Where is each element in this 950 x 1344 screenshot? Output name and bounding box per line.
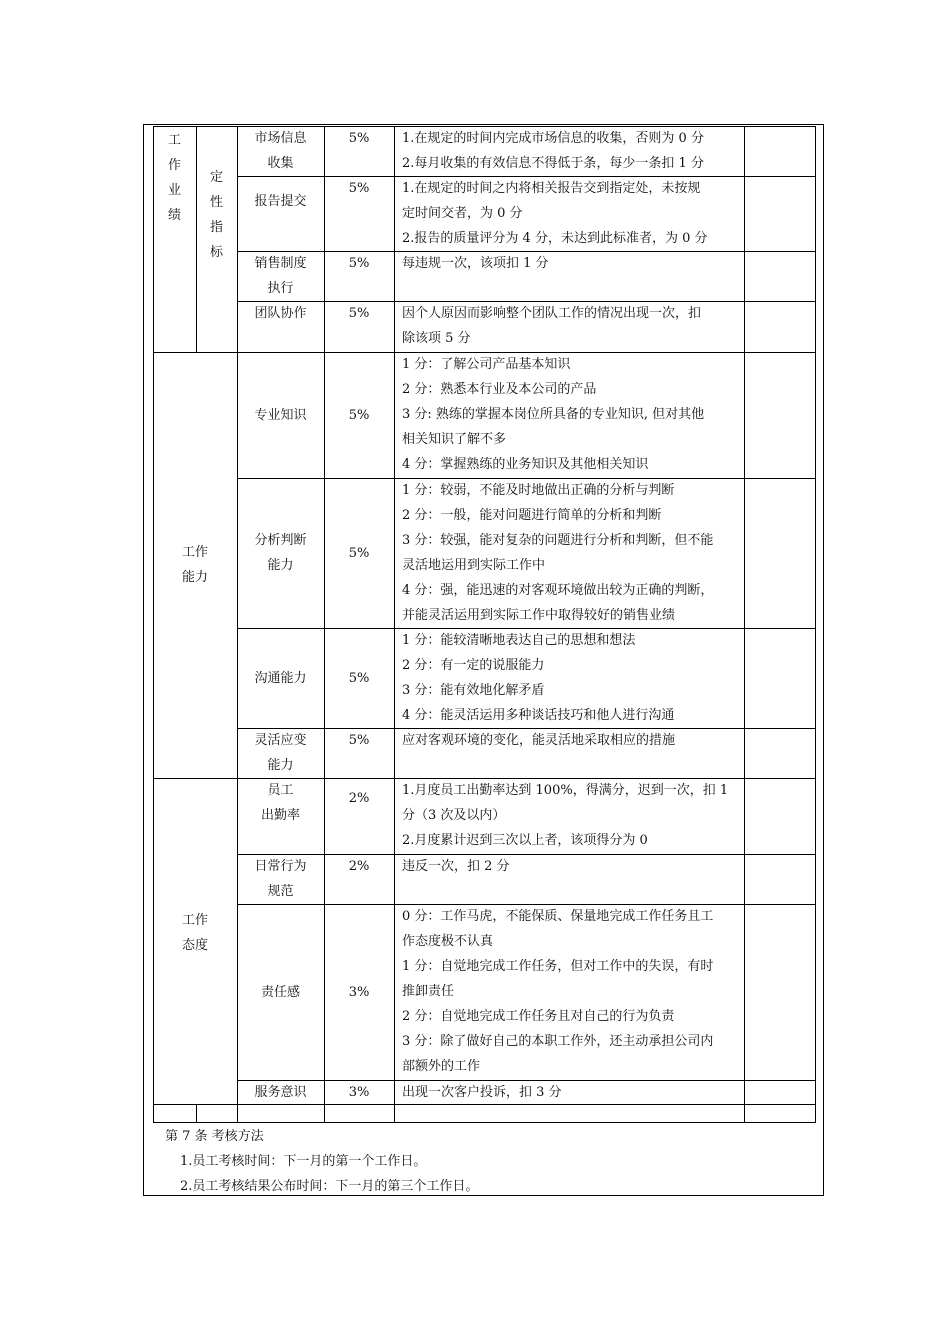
criterion-name — [237, 251, 324, 301]
description-line: 1 分：较弱，不能及时地做出正确的分析与判断 — [402, 483, 675, 498]
table-vline — [394, 126, 395, 1123]
criterion-name — [237, 628, 324, 728]
criterion-weight: 2% — [348, 791, 370, 806]
criterion-weight: 5% — [348, 256, 370, 271]
description-line: 2 分：一般，能对问题进行简单的分析和判断 — [402, 508, 662, 523]
criterion-weight: 5% — [348, 131, 370, 146]
description-line: 灵活地运用到实际工作中 — [402, 558, 546, 573]
table-vline — [815, 126, 816, 1123]
description-line: 因个人原因而影响整个团队工作的情况出现一次，扣 — [402, 306, 702, 321]
description-line: 1.在规定的时间之内将相关报告交到指定处，未按规 — [402, 181, 701, 196]
criterion-name-line: 沟通能力 — [254, 670, 307, 686]
group-label-attitude-line: 工作 — [181, 913, 208, 928]
criterion-weight: 5% — [348, 407, 370, 423]
description-line: 定时间交者，为 0 分 — [402, 206, 523, 221]
description-line: 2.每月收集的有效信息不得低于条，每少一条扣 1 分 — [402, 156, 704, 171]
group-label-performance-line: 业 — [167, 183, 181, 198]
description-line: 2 分：自觉地完成工作任务且对自己的行为负责 — [402, 1009, 675, 1024]
description-line: 相关知识了解不多 — [402, 432, 507, 447]
criterion-weight: 2% — [348, 859, 370, 874]
criterion-name — [237, 176, 324, 251]
description-line: 3 分：除了做好自己的本职工作外，还主动承担公司内 — [402, 1034, 714, 1049]
description-line: 2.报告的质量评分为 4 分，未达到此标准者，为 0 分 — [402, 231, 708, 246]
criterion-name — [237, 778, 324, 854]
group-label-attitude-line: 态度 — [181, 938, 208, 953]
description-line: 分（3 次及以内） — [402, 808, 506, 823]
criterion-description — [402, 628, 742, 728]
description-line: 3 分：能有效地化解矛盾 — [402, 683, 545, 698]
group-label-performance-line: 作 — [167, 158, 181, 173]
criterion-name — [237, 904, 324, 1080]
criterion-name-line: 出勤率 — [260, 808, 300, 823]
description-line: 推卸责任 — [402, 984, 455, 999]
criterion-name-line: 日常行为 — [254, 859, 307, 874]
criterion-description — [402, 854, 742, 879]
description-line: 作态度极不认真 — [402, 934, 494, 949]
group-label-ability — [153, 352, 237, 778]
criterion-name-line: 销售制度 — [254, 256, 307, 271]
criterion-name-line: 员工 — [267, 783, 294, 798]
criterion-name — [237, 126, 324, 176]
group-sublabel-qualitative-line: 性 — [209, 195, 223, 210]
group-label-ability-line: 工作 — [181, 545, 208, 560]
criterion-description — [402, 478, 742, 628]
description-line: 部额外的工作 — [402, 1059, 481, 1074]
criterion-name-line: 能力 — [267, 558, 294, 573]
criterion-name-line: 责任感 — [260, 984, 300, 1000]
group-label-ability-line: 能力 — [181, 570, 208, 585]
description-line: 4 分：能灵活运用多种谈话技巧和他人进行沟通 — [402, 708, 675, 723]
criterion-name — [237, 478, 324, 628]
description-line: 0 分：工作马虎，不能保质、保量地完成工作任务且工 — [402, 909, 714, 924]
criterion-weight: 3% — [348, 984, 370, 1000]
criterion-description — [402, 301, 742, 351]
description-line: 每违规一次，该项扣 1 分 — [402, 256, 549, 271]
criterion-description — [402, 904, 742, 1079]
criterion-name-line: 规范 — [267, 884, 294, 899]
assessment-table — [153, 126, 815, 1122]
criterion-weight: 3% — [348, 1084, 370, 1100]
group-label-attitude — [153, 778, 237, 1088]
group-label-performance-line: 工 — [167, 133, 181, 148]
table-vline — [196, 1104, 197, 1122]
group-sublabel-qualitative-line: 标 — [209, 245, 223, 260]
description-line: 出现一次客户投诉，扣 3 分 — [402, 1085, 562, 1100]
group-label-performance-line: 绩 — [167, 208, 181, 223]
footer-paragraph: 2.员工考核结果公布时间：下一月的第三个工作日。 — [180, 1179, 479, 1194]
criterion-name — [237, 854, 324, 904]
criterion-name-line: 专业知识 — [254, 407, 307, 423]
description-line: 1 分：了解公司产品基本知识 — [402, 357, 571, 372]
description-line: 4 分：强，能迅速的对客观环境做出较为正确的判断， — [402, 583, 714, 598]
description-line: 应对客观环境的变化，能灵活地采取相应的措施 — [402, 733, 676, 748]
section-heading: 第 7 条 考核方法 — [165, 1129, 264, 1144]
group-label-performance — [153, 128, 196, 228]
criterion-description — [402, 126, 742, 176]
criterion-name — [237, 728, 324, 778]
criterion-name — [237, 352, 324, 478]
criterion-name-line: 团队协作 — [254, 306, 307, 321]
criterion-name-line: 服务意识 — [254, 1084, 307, 1100]
description-line: 除该项 5 分 — [402, 331, 471, 346]
criterion-name-line: 报告提交 — [254, 194, 307, 209]
description-line: 2.月度累计迟到三次以上者，该项得分为 0 — [402, 833, 648, 848]
description-line: 3 分: 熟练的掌握本岗位所具备的专业知识, 但对其他 — [402, 407, 705, 422]
description-line: 1 分：自觉地完成工作任务，但对工作中的失误，有时 — [402, 959, 714, 974]
criterion-name — [237, 1080, 324, 1104]
description-line: 并能灵活运用到实际工作中取得较好的销售业绩 — [402, 608, 676, 623]
description-line: 1 分：能较清晰地表达自己的思想和想法 — [402, 633, 636, 648]
criterion-weight: 5% — [348, 733, 370, 748]
description-line: 1.月度员工出勤率达到 100%，得满分，迟到一次，扣 1 — [402, 783, 729, 798]
description-line: 2 分：有一定的说服能力 — [402, 658, 545, 673]
group-sublabel-qualitative-line: 指 — [209, 220, 223, 235]
criterion-name — [237, 301, 324, 352]
footer-paragraph: 1.员工考核时间：下一月的第一个工作日。 — [180, 1154, 427, 1169]
criterion-name-line: 执行 — [267, 281, 294, 296]
table-hline — [153, 1122, 815, 1123]
description-line: 1.在规定的时间内完成市场信息的收集，否则为 0 分 — [402, 131, 704, 146]
criterion-description — [402, 1080, 742, 1105]
criterion-name-line: 灵活应变 — [254, 733, 307, 748]
criterion-weight: 5% — [348, 306, 370, 321]
description-line: 2 分：熟悉本行业及本公司的产品 — [402, 382, 597, 397]
criterion-weight: 5% — [348, 181, 370, 196]
criterion-name-line: 分析判断 — [254, 533, 307, 548]
criterion-description — [402, 728, 742, 753]
criterion-name-line: 市场信息 — [254, 131, 307, 146]
description-line: 4 分：掌握熟练的业务知识及其他相关知识 — [402, 457, 649, 472]
criterion-description — [402, 251, 742, 276]
criterion-name-line: 能力 — [267, 758, 294, 773]
criterion-name-line: 收集 — [267, 156, 294, 171]
criterion-weight: 5% — [348, 545, 370, 561]
group-sublabel-qualitative-line: 定 — [209, 170, 223, 185]
table-vline — [744, 126, 745, 1123]
criterion-weight: 5% — [348, 670, 370, 686]
description-line: 违反一次，扣 2 分 — [402, 859, 510, 874]
criterion-description — [402, 778, 742, 853]
description-line: 3 分：较强，能对复杂的问题进行分析和判断，但不能 — [402, 533, 714, 548]
criterion-description — [402, 352, 742, 477]
group-sublabel-qualitative — [196, 165, 237, 275]
criterion-description — [402, 176, 742, 251]
